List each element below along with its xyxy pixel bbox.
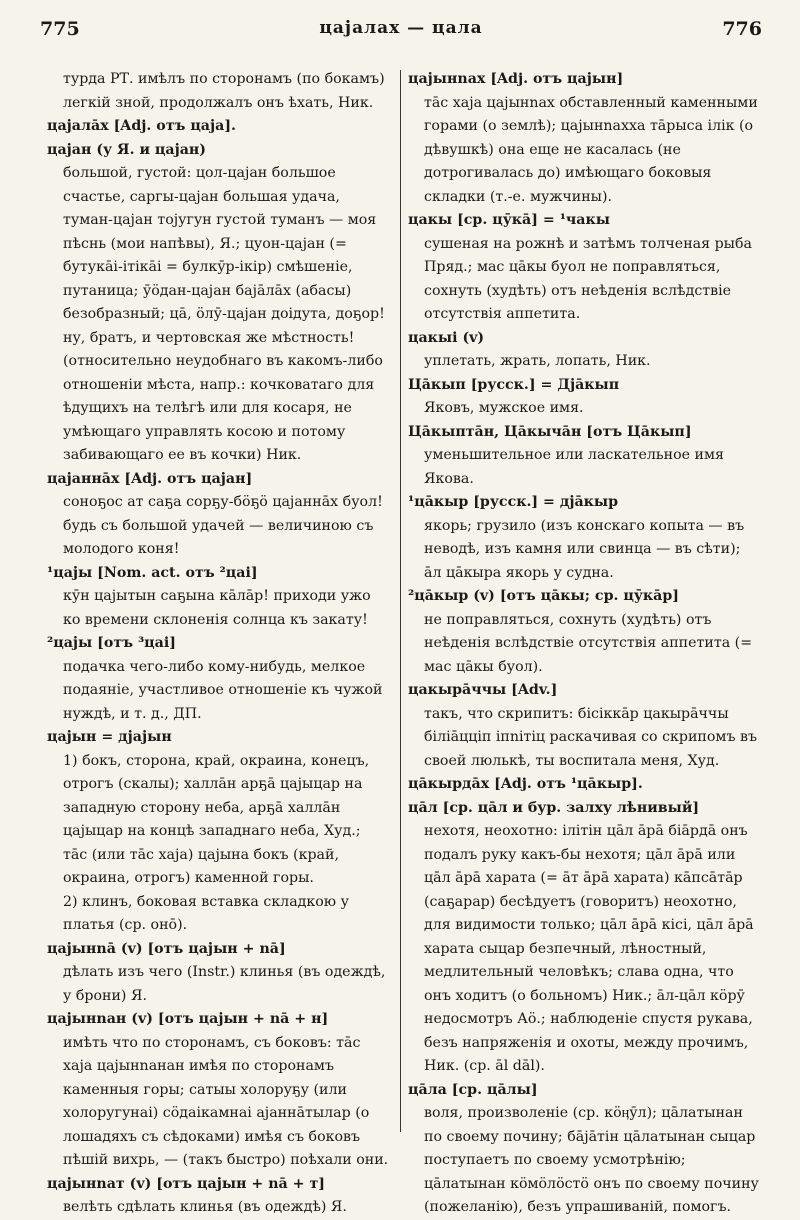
entry-headword: ¹цāкыр [русск.] = дјāкыр xyxy=(408,494,619,510)
entry-headword: ²цајы [отъ ³цаі] xyxy=(47,635,176,651)
entry-headword: цајынnā (v) [отъ цајын + nā] xyxy=(47,940,286,957)
page-number-left: 775 xyxy=(40,18,80,40)
entry-definition: якорь; грузило (изъ конскаго копыта — въ неводѣ, изъ камня или свинца — въ сѣти); āл цāкыра якорь у судна. xyxy=(424,517,745,581)
entry-definition: подачка чего-либо кому-нибудь, мелкое подаяніе, участливое отношеніе къ чужой нуждѣ, и т. д., ДП. xyxy=(63,658,383,722)
entry-headword: Цāкыптāн, Цāкычāн [отъ Цāкып] xyxy=(408,423,692,440)
entry-definition: большой, густой: цол-цајан большое счастье, саргы-цајан большая удача, туман-цајан тојугун густой туманъ — моя пѣснь (мои напѣвы), Я.; цуон-цајан (= бутукāі-ітікāі = булкӯр-ікір) смѣшеніе, путаница; ӯöдан-цајан бајāлāх (абасы) безобразный; цā, öлӯ-цајан доідута, доҕор! ну, братъ, и чертовская же мѣстность! (относительно неудобнаго въ какомъ-либо отношеніи мѣста, напр.: кочковатаго для ѣдущихъ на телѣгѣ или для косаря, не умѣющаго управлять косою и потому забивающаго ее въ кочки) Ник. xyxy=(63,165,385,463)
entry-definition: Яковъ, мужское имя. xyxy=(424,400,584,416)
entry-definition: соноҕос ат саҕа сорҕу-бöҕö цајаннāх буол! будь съ большой удачей — величиною съ молодого коня! xyxy=(63,494,383,557)
entry-definition: нехотя, неохотно: ілітін цāл āрā біāрдā онъ подалъ руку какъ-бы нехотя; цāл āрā или цāл āрā харата (= āт āрā харата) кāпсāтāр (саҕарар) бесѣдуетъ (говоритъ) неохотно, для видимости только; цāл āрā кісі, цāл āрā харата сыцар безпечный, лѣностный, медлительный человѣкъ; слава одна, что онъ ходитъ (о больномъ) Ник.; āл-цāл кöрӯ недосмотръ Аӧ.; наблюденіе спустя рукава, безъ напряженія и охоты, между прочимъ, Ник. (ср. āl dāl). xyxy=(424,823,754,1074)
entry-definition: имѣть что по сторонамъ, съ боковъ: тāс хаја цајынnанан имѣя по сторонамъ каменныя горы; сатыы холоруҕу (или холоругунаі) сӧдаікамнаі ајаннāтылар (о лошадяхъ съ сѣдоками) имѣя съ боковъ пѣшій вихрь, — (такъ быстро) поѣхали они. xyxy=(63,1034,389,1168)
entry-definition: турда РТ. имѣлъ по сторонамъ (по бокамъ) легкій зной, продолжалъ онъ ѣхать, Ник. xyxy=(63,71,385,111)
entry-definition: не поправляться, сохнуть (худѣть) отъ неѣденія вслѣдствіе отсутствія аппетита (= мас цāкы буол). xyxy=(424,611,753,675)
entry-headword: цајынnах [Adj. отъ цајын] xyxy=(408,71,624,87)
running-title: цајалах — цала xyxy=(319,18,483,38)
entry-headword: цајалāх [Adj. отъ цаја]. xyxy=(47,118,236,134)
entry-headword: Цāкып [русск.] = Дјāкып xyxy=(408,376,620,393)
entry-headword: цāкырдāх [Adj. отъ ¹цāкыр]. xyxy=(408,776,643,792)
page-header xyxy=(40,18,762,48)
entry-definition: воля, произволеніе (ср. кöӊӯл); цāлатынан по своему почину; бāјāтін цāлатынан сыцар поступаетъ по своему усмотрѣнію; цāлатынан кöмöлöстö онъ по своему почину (пожеланію), безъ упрашиваній, помогъ. xyxy=(424,1105,759,1215)
entry-headword: цакырāччы [Adv.] xyxy=(408,682,558,698)
entry-definition: сушеная на рожнѣ и затѣмъ толченая рыба Пряд.; мас цāкы буол не поправляться, сохнуть (худѣть) отъ неѣденія вслѣдствіе отсутствія аппетита. xyxy=(424,235,752,322)
entry-definition: велѣть сдѣлать клинья (въ одеждѣ) Я. xyxy=(63,1199,347,1215)
entry-definition: тāс хаја цајынnах обставленный каменными горами (о землѣ); цајынnахха тāрыса ілік (о дѣвушкѣ) она еще не касалась (не дотрогивалась до) имѣющаго боковыя складки (т.-е. мужчины). xyxy=(424,94,758,205)
entry-definition: уплетать, жрать, лопать, Ник. xyxy=(424,353,651,369)
entry-headword: цајаннāх [Adj. отъ цајан] xyxy=(47,470,253,487)
entry-definition: уменьшительное или ласкательное имя Якова. xyxy=(424,447,724,487)
entry-definition: дѣлать изъ чего (Instr.) клинья (въ одеждѣ, у брони) Я. xyxy=(63,964,386,1004)
entry-definition: 2) клинъ, боковая вставка складкою у платья (ср. онō). xyxy=(63,893,350,933)
entry-headword: цајын = дјајын xyxy=(47,729,172,745)
entry-headword: цајынnат (v) [отъ цајын + nā + т] xyxy=(47,1175,326,1192)
left-column xyxy=(47,68,389,1220)
column-divider xyxy=(400,70,401,1132)
entry-headword: ²цāкыр (v) [отъ цāкы; ср. цӯкāр] xyxy=(408,588,680,604)
entry-headword: цакыі (v) xyxy=(408,329,485,346)
entry-definition: кӯн цајытын саҕына кāлāр! приходи ужо ко времени склоненія солнца къ закату! xyxy=(63,588,371,628)
page-number-right: 776 xyxy=(722,18,762,40)
entry-headword: цајан (у Я. и цајан) xyxy=(47,141,207,158)
entry-headword: ¹цајы [Nom. act. отъ ²цаі] xyxy=(47,564,258,581)
entry-definition: 1) бокъ, сторона, край, окраина, конецъ, отрогъ (скалы); халлāн арҕā цајыцар на западную сторону неба, арҕā халлāн цајыцар на концѣ западнаго неба, Худ.; тāс (или тāс хаја) цајына бокъ (край, окраина, отрогъ) каменной горы. xyxy=(63,752,370,886)
entry-headword: цāл [ср. цāл и бур. залху лѣнивый] xyxy=(408,799,700,816)
entry-definition: такъ, что скрипитъ: бісіккāр цакырāччы біліāцціп іпnітіц раскачивая со скрипомъ въ своей люлькѣ, ты воспитала меня, Худ. xyxy=(424,705,758,769)
entry-headword: цајынnан (v) [отъ цајын + nā + н] xyxy=(47,1011,329,1027)
right-column xyxy=(408,68,760,1220)
entry-headword: цакы [ср. цӯкā] = ¹чакы xyxy=(408,212,610,228)
entry-headword: цāла [ср. цāлы] xyxy=(408,1081,538,1098)
